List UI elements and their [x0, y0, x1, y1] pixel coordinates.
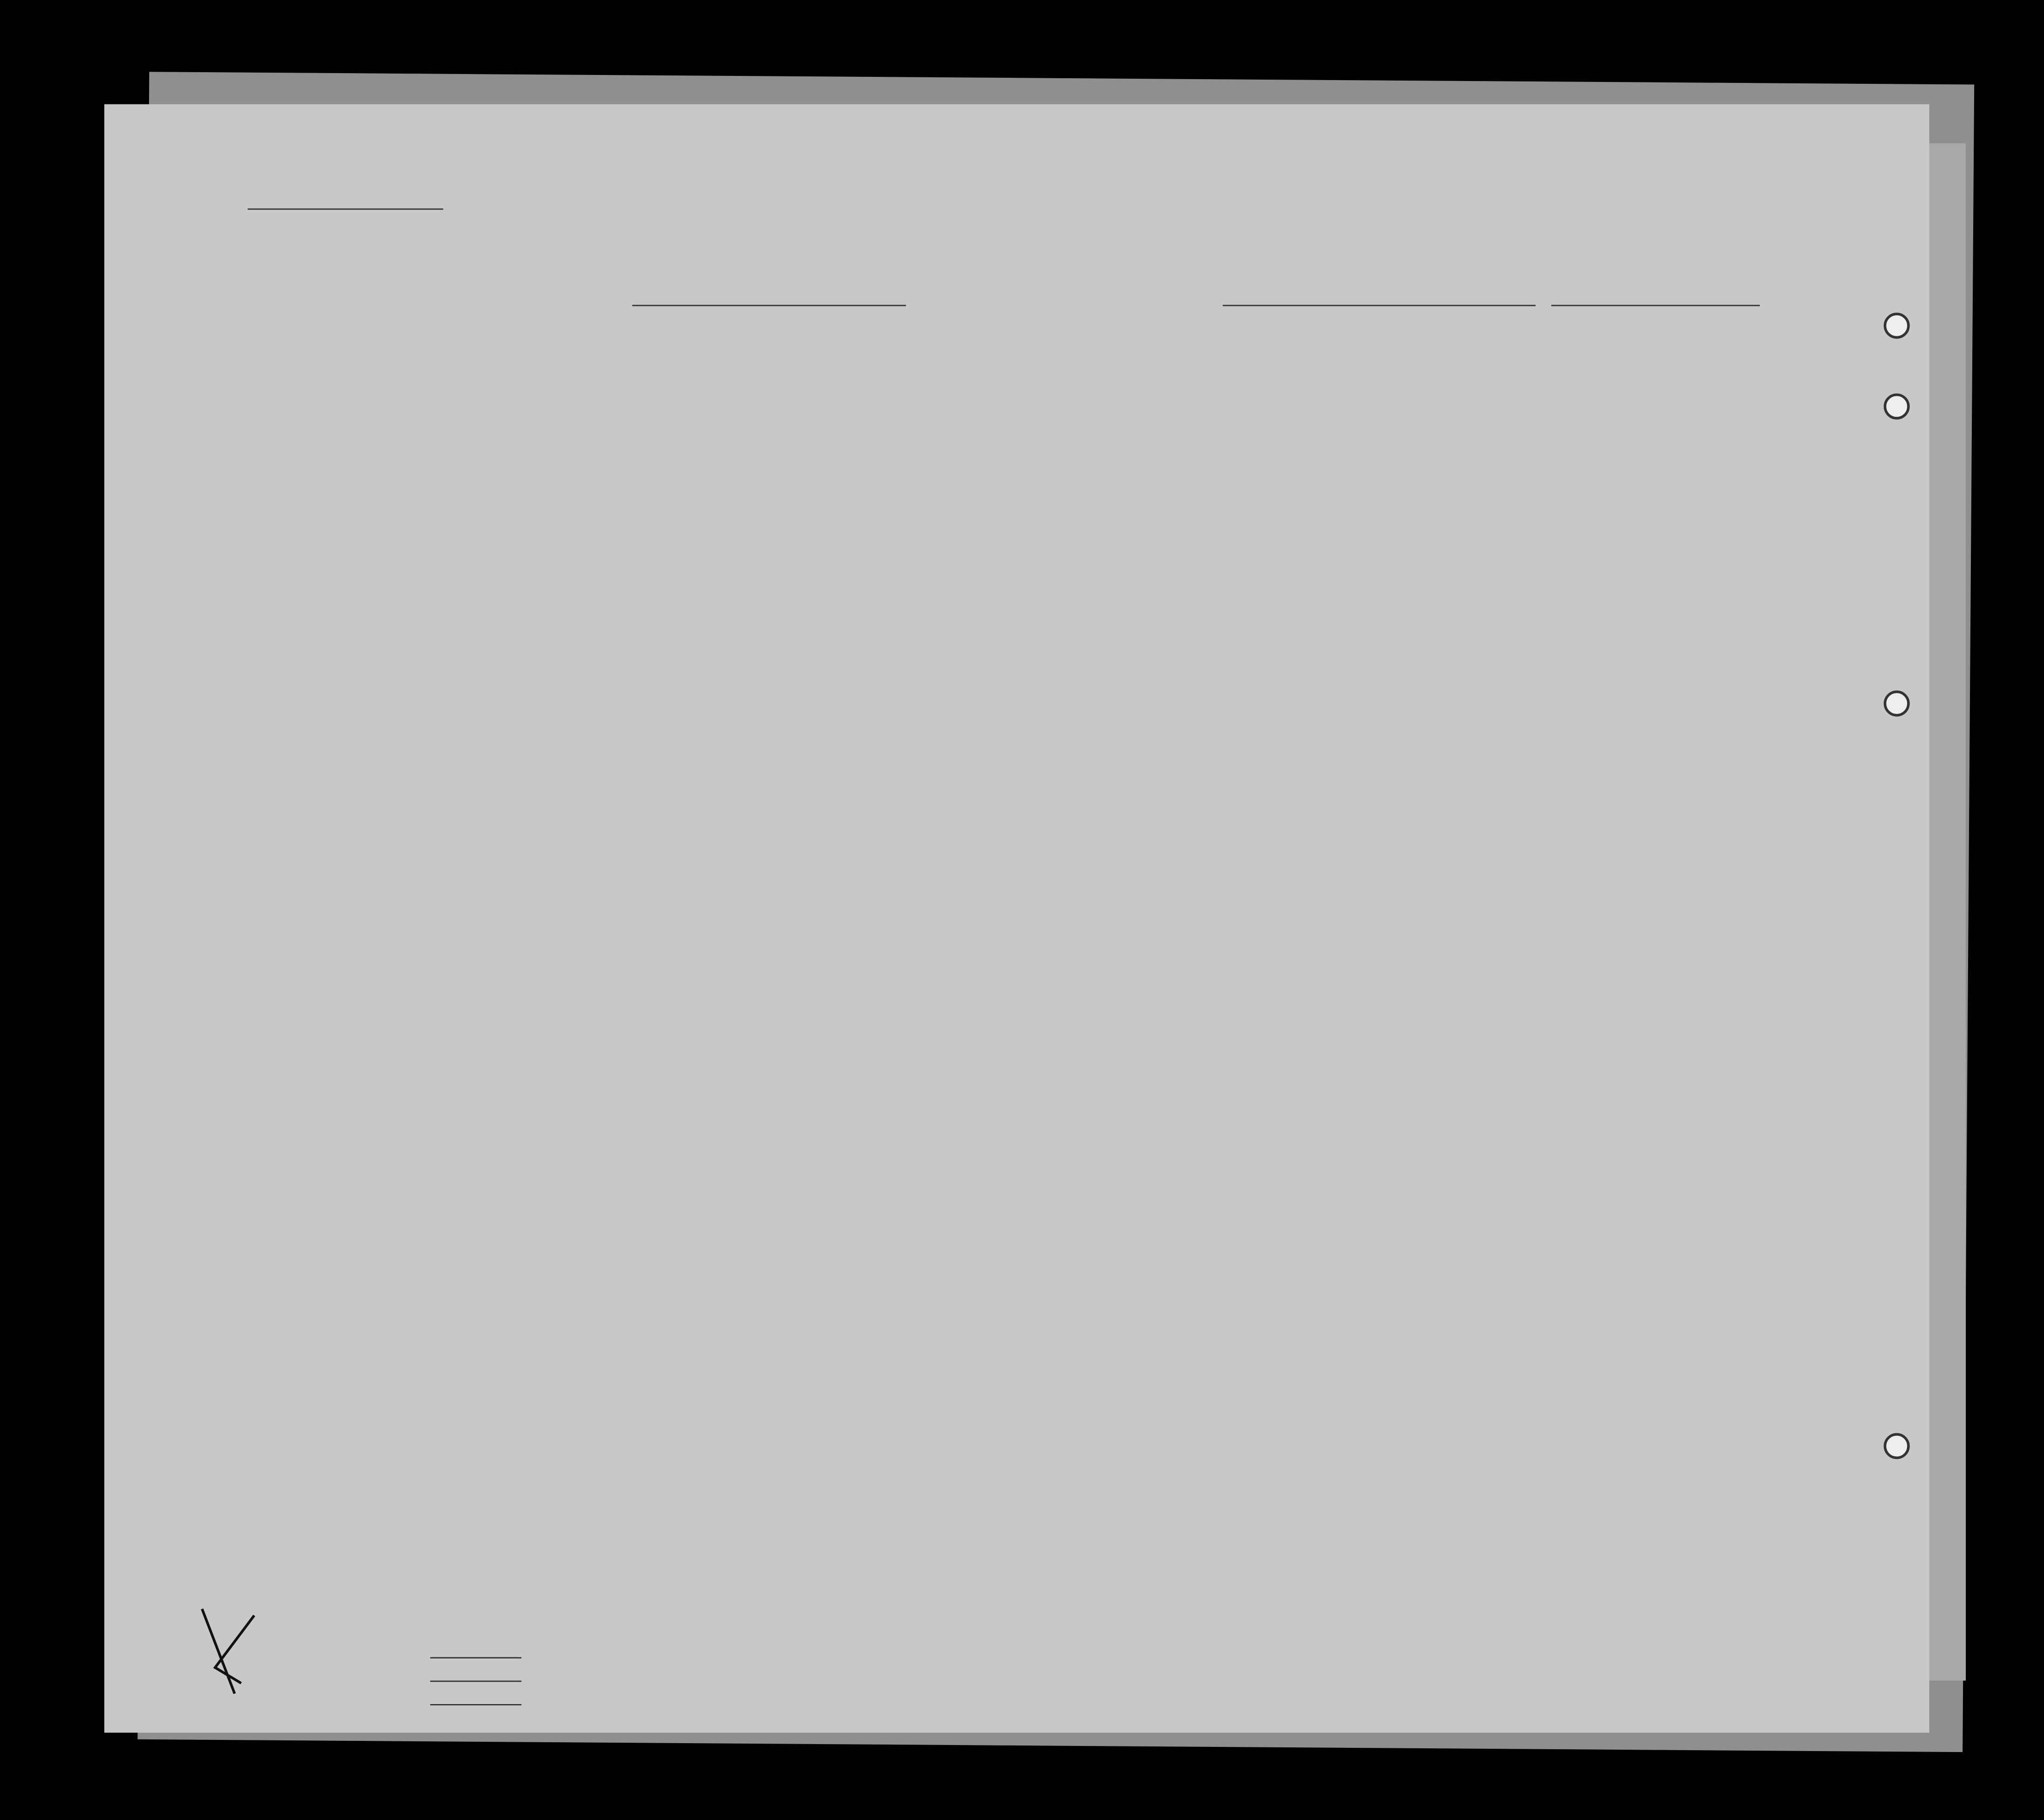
total-line	[430, 1657, 522, 1658]
citizen-line	[430, 1681, 522, 1682]
check-mark-icon	[189, 1603, 267, 1700]
manifest-table	[104, 104, 1929, 1733]
manifest-sheet	[104, 104, 1929, 1733]
alien-line	[430, 1704, 522, 1705]
